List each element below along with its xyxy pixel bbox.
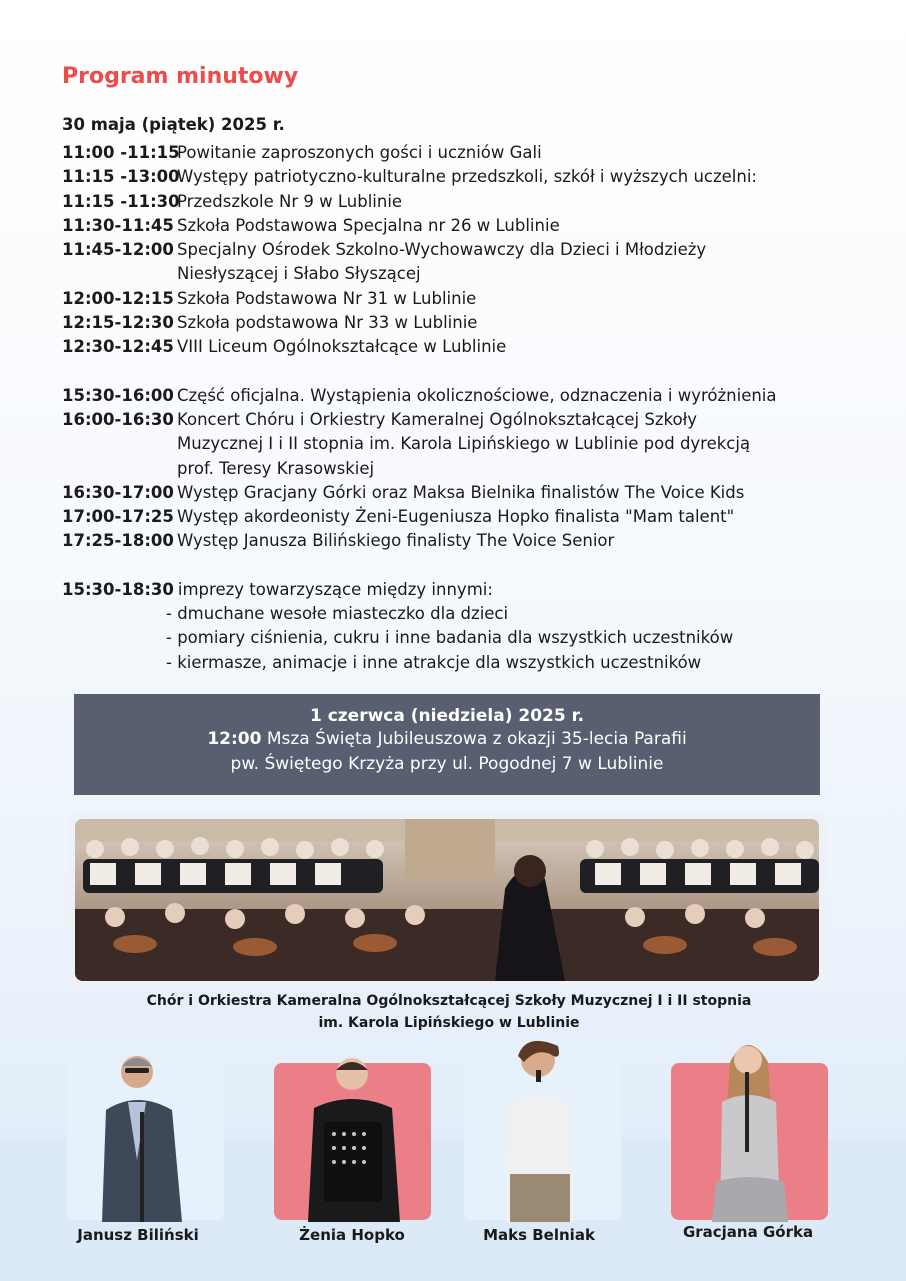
banner-line-1 [74, 727, 820, 752]
photo-caption-line: im. Karola Lipińskiego w Lublinie [318, 1015, 580, 1031]
schedule-time: 16:00-16:30 [62, 409, 174, 429]
schedule-row [62, 214, 862, 238]
schedule-desc: Szkoła Podstawowa Specjalna nr 26 w Lublinie [177, 215, 560, 235]
orchestra-photo [75, 819, 819, 981]
schedule-desc: VIII Liceum Ogólnokształcące w Lublinie [177, 337, 507, 357]
schedule-row [62, 384, 862, 408]
schedule-row [62, 408, 862, 432]
photo-caption-line: Chór i Orkiestra Kameralna Ogólnokształcącej Szkoły Muzycznej I i II stopnia [146, 993, 752, 1009]
side-events-desc: imprezy towarzyszące między innymi: [177, 579, 493, 599]
schedule-time: 12:15-12:30 [62, 313, 174, 333]
performer-name: Maks Belniak [483, 1226, 595, 1244]
day1-date-heading: 30 maja (piątek) 2025 r. [62, 115, 285, 134]
schedule-desc: Szkoła podstawowa Nr 33 w Lublinie [177, 313, 478, 333]
schedule-desc: Koncert Chóru i Orkiestry Kameralnej Ogólnokształcącej Szkoły [177, 409, 698, 429]
orchestra-photo-frame [67, 813, 827, 987]
schedule-desc: Część oficjalna. Wystąpienia okolicznościowe, odznaczenia i wyróżnienia [177, 385, 777, 405]
schedule-time: 11:15 -13:00 [62, 167, 180, 187]
schedule-block-afternoon [62, 384, 862, 554]
schedule-time: 17:00-17:25 [62, 507, 174, 527]
schedule-row [62, 238, 862, 262]
schedule-time: 12:30-12:45 [62, 337, 174, 357]
schedule-row [62, 165, 862, 189]
schedule-desc: Występ Gracjany Górki oraz Maksa Bielnika finalistów The Voice Kids [177, 482, 745, 502]
performer-photo-gracjana [700, 1032, 800, 1222]
schedule-row [62, 335, 862, 359]
schedule-row [62, 287, 862, 311]
performer-photo-maks [488, 1034, 598, 1222]
page-title: Program minutowy [62, 64, 299, 89]
side-event-item: - pomiary ciśnienia, cukru i inne badania dla wszystkich uczestników [166, 628, 734, 648]
schedule-desc-continuation: Muzycznej I i II stopnia im. Karola Lipińskiego w Lublinie pod dyrekcją [177, 434, 751, 454]
schedule-block-morning [62, 141, 862, 360]
schedule [62, 141, 862, 675]
performer-photo-janusz [92, 1050, 202, 1222]
schedule-desc: Przedszkole Nr 9 w Lublinie [177, 191, 403, 211]
schedule-row [62, 141, 862, 165]
performer-name: Janusz Biliński [77, 1226, 199, 1244]
banner-line-2: pw. Świętego Krzyża przy ul. Pogodnej 7 w Lublinie [230, 754, 664, 774]
schedule-time: 16:30-17:00 [62, 482, 174, 502]
side-event-item: - kiermasze, animacje i inne atrakcje dla wszystkich uczestników [166, 652, 702, 672]
schedule-row [62, 190, 862, 214]
banner-time: 12:00 [207, 729, 262, 749]
photo-caption [62, 990, 836, 1034]
schedule-time: 11:30-11:45 [62, 215, 174, 235]
schedule-time: 15:30-16:00 [62, 385, 174, 405]
schedule-time: 11:45-12:00 [62, 240, 174, 260]
schedule-time: 11:00 -11:15 [62, 143, 180, 162]
schedule-desc: Powitanie zaproszonych gości i uczniów Gali [177, 143, 542, 162]
schedule-row [62, 481, 862, 505]
sunday-mass-banner [74, 694, 820, 795]
schedule-row [62, 529, 862, 553]
schedule-desc: Występy patriotyczno-kulturalne przedszkoli, szkół i wyższych uczelni: [177, 167, 757, 187]
schedule-time: 12:00-12:15 [62, 288, 174, 308]
schedule-desc: Specjalny Ośrodek Szkolno-Wychowawczy dla Dzieci i Młodzieży [177, 240, 707, 260]
schedule-time: 11:15 -11:30 [62, 191, 180, 211]
schedule-desc: Występ Janusza Bilińskiego finalisty The Voice Senior [177, 531, 615, 551]
schedule-desc-continuation: Niesłyszącej i Słabo Słyszącej [177, 264, 421, 284]
orchestra-illustration [75, 819, 819, 981]
performer-name: Żenia Hopko [299, 1226, 405, 1244]
schedule-row [62, 311, 862, 335]
side-events-row [62, 578, 862, 602]
banner-date: 1 czerwca (niedziela) 2025 r. [309, 706, 585, 726]
banner-desc: Msza Święta Jubileuszowa z okazji 35-lecia Parafii [261, 729, 687, 749]
schedule-row [62, 505, 862, 529]
performer-photo-zenia [300, 1052, 410, 1222]
side-events [62, 578, 862, 675]
side-event-item: - dmuchane wesołe miasteczko dla dzieci [166, 604, 509, 624]
side-events-time: 15:30-18:30 [62, 579, 174, 599]
performer-name: Gracjana Górka [682, 1223, 814, 1241]
schedule-time: 17:25-18:00 [62, 531, 174, 551]
schedule-desc-continuation: prof. Teresy Krasowskiej [177, 458, 375, 478]
schedule-desc: Szkoła Podstawowa Nr 31 w Lublinie [177, 288, 477, 308]
schedule-desc: Występ akordeonisty Żeni-Eugeniusza Hopko finalista "Mam talent" [177, 507, 735, 527]
